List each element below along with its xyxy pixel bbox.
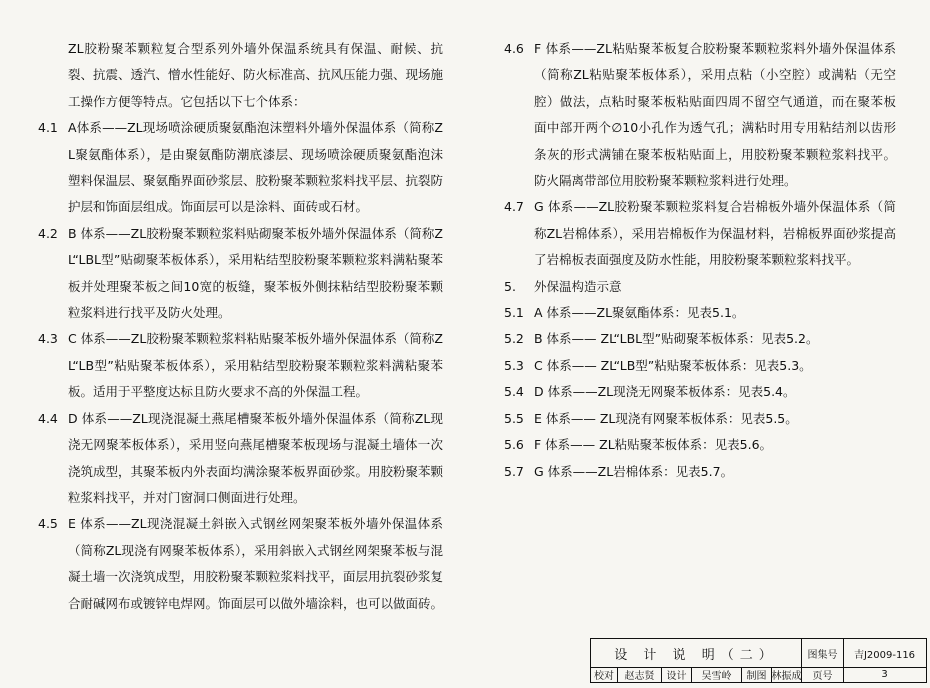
section-number: 5.4 <box>504 384 524 400</box>
section-4-6 <box>504 36 896 194</box>
section-number: 4.6 <box>504 41 524 56</box>
section-number: 4.1 <box>38 120 58 136</box>
section-text: 外保温构造示意 <box>534 278 622 294</box>
section-text: B 体系—— ZL“LBL型”贴砌聚苯板体系：见表5.2。 <box>534 331 819 347</box>
section-4-4 <box>38 406 443 512</box>
section-text: A体系——ZL现场喷涂硬质聚氨酯泡沫塑料外墙外保温体系（简称ZL聚氨酯体系），是由聚氨酯防潮底漆层、现场喷涂硬质聚氨酯泡沫塑料保温层、聚氨酯界面砂浆层、胶粉聚苯颗粒浆料找平层、抗裂防护层和饰面层组成。饰面层可以是涂料、面砖或石材。 <box>68 120 444 215</box>
check-label: 校对 <box>594 671 614 682</box>
section-5-5 <box>504 406 896 432</box>
draw-label: 制图 <box>741 667 771 682</box>
section-text: C 体系——ZL胶粉聚苯颗粒浆料粘贴聚苯板外墙外保温体系（简称ZL“LB型”粘贴聚苯板体系），采用粘结型胶粉聚苯颗粒浆料满粘聚苯板。适用于平整度达标且防火要求不高的外保温工程。 <box>68 331 443 400</box>
section-5-2 <box>504 326 896 352</box>
right-column <box>504 36 896 485</box>
section-4-5 <box>38 511 443 617</box>
section-5-7 <box>504 459 896 485</box>
drawing-title: 设 计 说 明（二） <box>614 647 778 663</box>
section-number: 4.5 <box>38 516 58 532</box>
section-5-6 <box>504 432 896 458</box>
title-block-row-top <box>591 639 926 668</box>
title-block-row-bottom <box>591 667 926 682</box>
section-4-7 <box>504 194 896 273</box>
section-number: 5.7 <box>504 463 524 479</box>
section-4-1 <box>38 115 443 221</box>
section-text: B 体系——ZL胶粉聚苯颗粒浆料贴砌聚苯板外墙外保温体系（简称ZL“LBL型”贴砌聚苯板体系），采用粘结型胶粉聚苯颗粒浆料满粘聚苯板并处理聚苯板之间10宽的板缝，聚苯板外侧抹粘结型胶粉聚苯颗粒浆料进行找平及防火处理。 <box>68 225 443 321</box>
drafter-name: 林振成 <box>771 667 801 682</box>
section-number: 5. <box>504 278 516 294</box>
atlas-number: 吉J2009-116 <box>843 639 925 667</box>
page-label: 页号 <box>801 667 843 682</box>
section-number: 4.4 <box>38 410 58 426</box>
section-text: A 体系——ZL聚氨酯体系：见表5.1。 <box>534 305 745 321</box>
left-column <box>38 36 443 617</box>
section-text: G 体系——ZL胶粉聚苯颗粒浆料复合岩棉板外墙外保温体系（简称ZL岩棉体系），采用岩棉板作为保温材料，岩棉板界面砂浆提高了岩棉板表面强度及防水性能，用胶粉聚苯颗粒浆料找平。 <box>534 199 896 268</box>
section-5-4 <box>504 379 896 405</box>
section-text: G 体系——ZL岩棉体系：见表5.7。 <box>534 463 734 479</box>
section-number: 5.1 <box>504 305 524 321</box>
section-number: 5.5 <box>504 410 524 426</box>
section-text: E 体系——ZL现浇混凝土斜嵌入式钢丝网架聚苯板外墙外保温体系（简称ZL现浇有网聚苯板体系），采用斜嵌入式钢丝网架聚苯板与混凝土墙一次浇筑成型，用胶粉聚苯颗粒浆料找平，面层用抗裂砂浆复合耐碱网布或镀锌电焊网。饰面层可以做外墙涂料，也可以做面砖。 <box>68 516 444 611</box>
designer-name: 吴雪岭 <box>691 667 741 682</box>
section-text: F 体系—— ZL粘贴聚苯板体系：见表5.6。 <box>534 437 773 453</box>
section-number: 5.2 <box>504 331 524 347</box>
title-block <box>590 638 927 683</box>
section-number: 4.7 <box>504 199 524 215</box>
section-4-3 <box>38 326 443 405</box>
section-number: 4.2 <box>38 225 58 241</box>
section-number: 4.3 <box>38 331 58 347</box>
design-label: 设计 <box>661 667 691 682</box>
checker-name: 赵志贤 <box>617 667 661 682</box>
section-text: C 体系—— ZL“LB型”粘贴聚苯板体系：见表5.3。 <box>534 357 812 373</box>
atlas-number-label: 图集号 <box>801 639 843 667</box>
section-number: 5.6 <box>504 437 524 453</box>
section-text: E 体系—— ZL现浇有网聚苯板体系：见表5.5。 <box>534 410 798 426</box>
section-5-3 <box>504 353 896 379</box>
section-number: 5.3 <box>504 357 524 373</box>
section-text: D 体系——ZL现浇混凝土燕尾槽聚苯板外墙外保温体系（简称ZL现浇无网聚苯板体系），采用竖向燕尾槽聚苯板现场与混凝土墙体一次浇筑成型，其聚苯板内外表面均满涂聚苯板界面砂浆。用胶粉聚苯颗粒浆料找平，并对门窗洞口侧面进行处理。 <box>68 410 444 505</box>
intro-paragraph: ZL胶粉聚苯颗粒复合型系列外墙外保温系统具有保温、耐候、抗裂、抗震、透汽、憎水性能好、防火标准高、抗风压能力强、现场施工操作方便等特点。它包括以下七个体系： <box>68 41 444 109</box>
section-text: D 体系——ZL现浇无网聚苯板体系：见表5.4。 <box>534 384 796 400</box>
section-4-2 <box>38 221 443 327</box>
section-5 <box>504 274 896 300</box>
section-5-1 <box>504 300 896 326</box>
page-number: 3 <box>843 667 925 682</box>
section-text: F 体系——ZL粘贴聚苯板复合胶粉聚苯颗粒浆料外墙外保温体系（简称ZL粘贴聚苯板体系），采用点粘（小空腔）或满粘（无空腔）做法，点粘时聚苯板粘贴面四周不留空气通道，而在聚苯板面中部开两个∅10小孔作为透气孔；满粘时用专用粘结剂以齿形条灰的形式满铺在聚苯板粘贴面上，用胶粉聚苯颗粒浆料找平。防火隔离带部位用胶粉聚苯颗粒浆料进行处理。 <box>534 41 896 189</box>
